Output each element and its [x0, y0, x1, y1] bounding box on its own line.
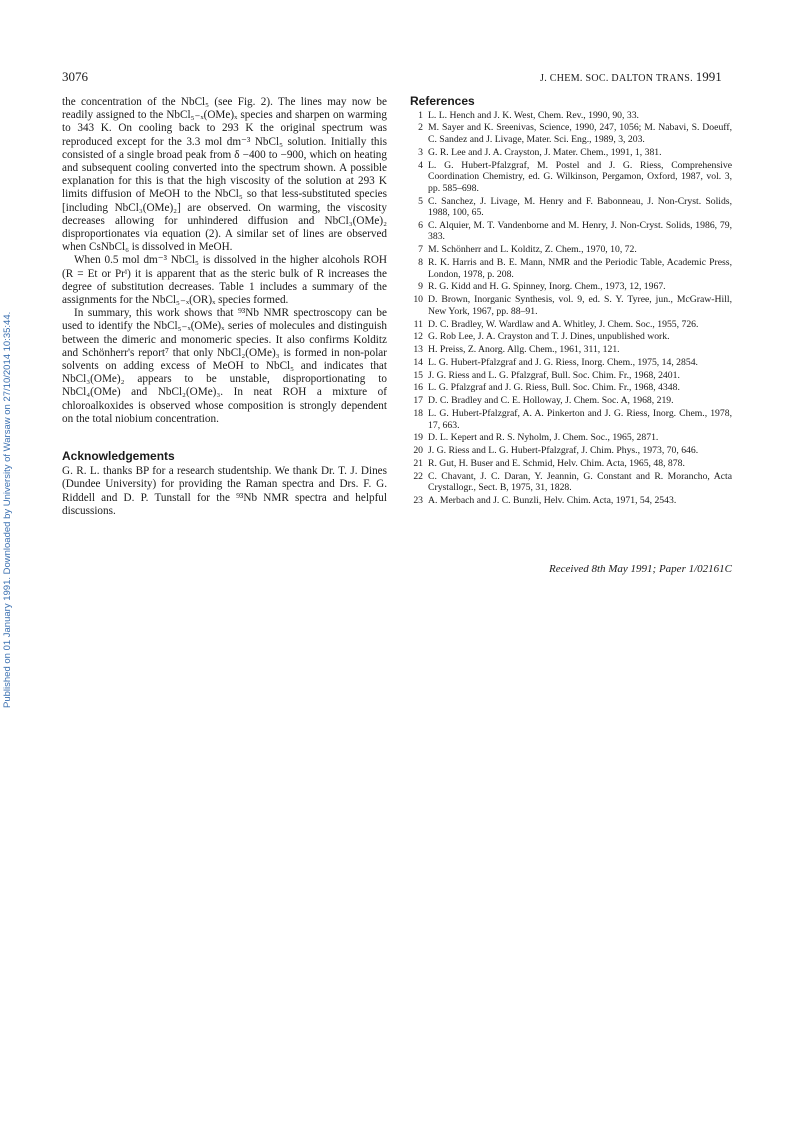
- body-paragraph: When 0.5 mol dm⁻³ NbCl₅ is dissolved in the higher alcohols ROH (R = Et or Prⁱ) it is apparent that as the steric bulk of R increases the degree of substitution decreases. Table 1 includes a summary of the assignments for the NbCl₅₋ₓ(OR)ₓ species formed.: [62, 254, 387, 307]
- reference-text: G. R. Lee and J. A. Crayston, J. Mater. Chem., 1991, 1, 381.: [428, 146, 662, 158]
- reference-item: [410, 395, 732, 407]
- reference-text: L. G. Hubert-Pfalzgraf and J. G. Riess, Inorg. Chem., 1975, 14, 2854.: [428, 356, 698, 368]
- reference-text: R. Gut, H. Buser and E. Schmid, Helv. Chim. Acta, 1965, 48, 878.: [428, 457, 685, 469]
- reference-text: L. G. Hubert-Pfalzgraf, M. Postel and J. G. Riess, Comprehensive Coordination Chemistry, ed. G. Wilkinson, Pergamon, Oxford, 1987, vol. 3, pp. 585–698.: [428, 159, 732, 194]
- reference-text: J. G. Riess and L. G. Hubert-Pfalzgraf, J. Chim. Phys., 1973, 70, 646.: [428, 445, 699, 457]
- reference-number: 6: [418, 219, 423, 231]
- reference-number: 23: [413, 495, 423, 507]
- reference-number: 16: [413, 382, 423, 394]
- side-stamp: [2, 88, 14, 708]
- reference-text: R. G. Kidd and H. G. Spinney, Inorg. Chem., 1973, 12, 1967.: [428, 281, 666, 293]
- reference-item: [410, 220, 732, 243]
- reference-number: 4: [418, 159, 423, 171]
- reference-item: [410, 331, 732, 343]
- reference-item: [410, 344, 732, 356]
- reference-text: A. Merbach and J. C. Bunzli, Helv. Chim. Acta, 1971, 54, 2543.: [428, 495, 677, 507]
- reference-item: [410, 495, 732, 507]
- reference-number: 11: [413, 318, 423, 330]
- reference-number: 21: [413, 457, 423, 469]
- reference-item: [410, 160, 732, 195]
- reference-item: [410, 244, 732, 256]
- reference-list: [410, 110, 732, 507]
- reference-text: C. Sanchez, J. Livage, M. Henry and F. Babonneau, J. Non-Cryst. Solids, 1988, 100, 65.: [428, 195, 732, 219]
- journal-year: 1991: [695, 69, 722, 84]
- reference-number: 1: [418, 109, 423, 121]
- reference-number: 7: [418, 244, 423, 256]
- reference-text: L. G. Pfalzgraf and J. G. Riess, Bull. Soc. Chim. Fr., 1968, 4348.: [428, 382, 680, 394]
- reference-text: D. Brown, Inorganic Synthesis, vol. 9, ed. S. Y. Tyree, jun., McGraw-Hill, New York, 1967, pp. 88–91.: [428, 294, 732, 317]
- reference-number: 19: [413, 432, 423, 444]
- reference-number: 2: [418, 122, 423, 134]
- reference-item: [410, 281, 732, 293]
- reference-item: [410, 319, 732, 331]
- reference-number: 17: [413, 395, 423, 407]
- download-stamp-text[interactable]: Published on 01 January 1991. Downloaded by University of Warsaw on 27/10/2014 10:35:44.: [2, 311, 13, 708]
- journal-name: J. CHEM. SOC. DALTON TRANS.: [540, 73, 693, 84]
- body-paragraph: In summary, this work shows that ⁹³Nb NMR spectroscopy can be used to identify the NbCl₅₋ₓ(OMe)ₓ series of molecules and distinguish between the dimeric and monomeric species. It also confirms Kolditz and Schönherr's report⁷ that only NbCl₂(OMe)₃ is formed in non-polar solvents on adding excess of MeOH to NbCl₅ and indicates that NbCl₃(OMe)₂ appears to be unstable, disproportionating to NbCl₄(OMe) and NbCl₂(OMe)₃. In neat ROH a mixture of chloroalkoxides is observed whose composition is strongly dependent on the total niobium concentration.: [62, 307, 387, 425]
- reference-text: R. K. Harris and B. E. Mann, NMR and the Periodic Table, Academic Press, London, 1978, p. 208.: [428, 257, 732, 280]
- reference-item: [410, 432, 732, 444]
- left-column: [62, 96, 387, 518]
- reference-item: [410, 445, 732, 457]
- reference-number: 14: [413, 356, 423, 368]
- reference-text: M. Schönherr and L. Kolditz, Z. Chem., 1970, 10, 72.: [428, 244, 637, 256]
- reference-number: 15: [413, 369, 423, 381]
- reference-text: L. L. Hench and J. K. West, Chem. Rev., 1990, 90, 33.: [428, 109, 639, 121]
- reference-text: L. G. Hubert-Pfalzgraf, A. A. Pinkerton and J. G. Riess, Inorg. Chem., 1978, 17, 663.: [428, 408, 732, 431]
- reference-item: [410, 147, 732, 159]
- reference-item: [410, 408, 732, 431]
- reference-number: 12: [413, 331, 423, 343]
- reference-number: 3: [418, 146, 423, 158]
- reference-number: 10: [413, 294, 423, 306]
- body-paragraph: the concentration of the NbCl₅ (see Fig. 2). The lines may now be readily assigned to the NbCl₅₋ₓ(OMe)ₓ species and sharpen on warming to 343 K. On cooling back to 293 K the original spectrum was reproduced except for the 3.3 mol dm⁻³ NbCl₅ solution. Initially this consisted of a single broad peak from δ −400 to −900, which on heating and subsequent cooling converted into the spectrum shown. A possible explanation for this is that the high viscosity of the solution at 293 K limits diffusion of MeOH to the NbCl₅ so that less-substituted species [including NbCl₃(OMe)₂] are observed. On warming, the viscosity decreases allowing for unhindered diffusion and NbCl₃(OMe)₂ disproportionates via equation (2). A similar set of lines are observed when CsNbCl₆ is dissolved in MeOH.: [62, 96, 387, 254]
- reference-text: C. Chavant, J. C. Daran, Y. Jeannin, G. Constant and R. Morancho, Acta Crystallogr., Sect. B, 1975, 31, 1828.: [428, 470, 732, 494]
- journal-header: [540, 69, 722, 85]
- reference-item: [410, 458, 732, 470]
- right-column: [410, 96, 732, 508]
- reference-number: 13: [413, 344, 423, 356]
- reference-text: C. Alquier, M. T. Vandenborne and M. Henry, J. Non-Cryst. Solids, 1986, 79, 383.: [428, 219, 732, 243]
- reference-number: 20: [413, 445, 423, 457]
- reference-number: 9: [418, 281, 423, 293]
- reference-item: [410, 471, 732, 494]
- reference-item: [410, 122, 732, 145]
- reference-item: [410, 382, 732, 394]
- references-title: References: [410, 94, 475, 108]
- reference-item: [410, 257, 732, 280]
- reference-item: [410, 357, 732, 369]
- received-line: Received 8th May 1991; Paper 1/02161C: [549, 563, 732, 575]
- reference-number: 8: [418, 257, 423, 269]
- reference-number: 22: [413, 470, 423, 482]
- reference-text: G. Rob Lee, J. A. Crayston and T. J. Dines, unpublished work.: [428, 331, 670, 343]
- reference-item: [410, 294, 732, 317]
- acknowledgements-text: G. R. L. thanks BP for a research studentship. We thank Dr. T. J. Dines (Dundee University) for providing the Raman spectra and Drs. F. G. Riddell and D. P. Tunstall for the ⁹³Nb NMR spectra and helpful discussions.: [62, 465, 387, 517]
- reference-text: H. Preiss, Z. Anorg. Allg. Chem., 1961, 311, 121.: [428, 344, 620, 356]
- acknowledgements-title: Acknowledgements: [62, 449, 175, 464]
- page-number: 3076: [62, 69, 88, 84]
- reference-text: D. L. Kepert and R. S. Nyholm, J. Chem. Soc., 1965, 2871.: [428, 432, 659, 444]
- reference-text: M. Sayer and K. Sreenivas, Science, 1990, 247, 1056; M. Nabavi, S. Doeuff, C. Sandez and J. Livage, Mater. Sci. Eng., 1989, 3, 203.: [428, 122, 732, 145]
- reference-item: [410, 370, 732, 382]
- reference-item: [410, 196, 732, 219]
- reference-number: 18: [413, 408, 423, 420]
- reference-text: J. G. Riess and L. G. Pfalzgraf, Bull. Soc. Chim. Fr., 1968, 2401.: [428, 369, 680, 381]
- reference-item: [410, 110, 732, 122]
- reference-text: D. C. Bradley and C. E. Holloway, J. Chem. Soc. A, 1968, 219.: [428, 395, 674, 407]
- reference-text: D. C. Bradley, W. Wardlaw and A. Whitley, J. Chem. Soc., 1955, 726.: [428, 318, 699, 330]
- reference-number: 5: [418, 195, 423, 207]
